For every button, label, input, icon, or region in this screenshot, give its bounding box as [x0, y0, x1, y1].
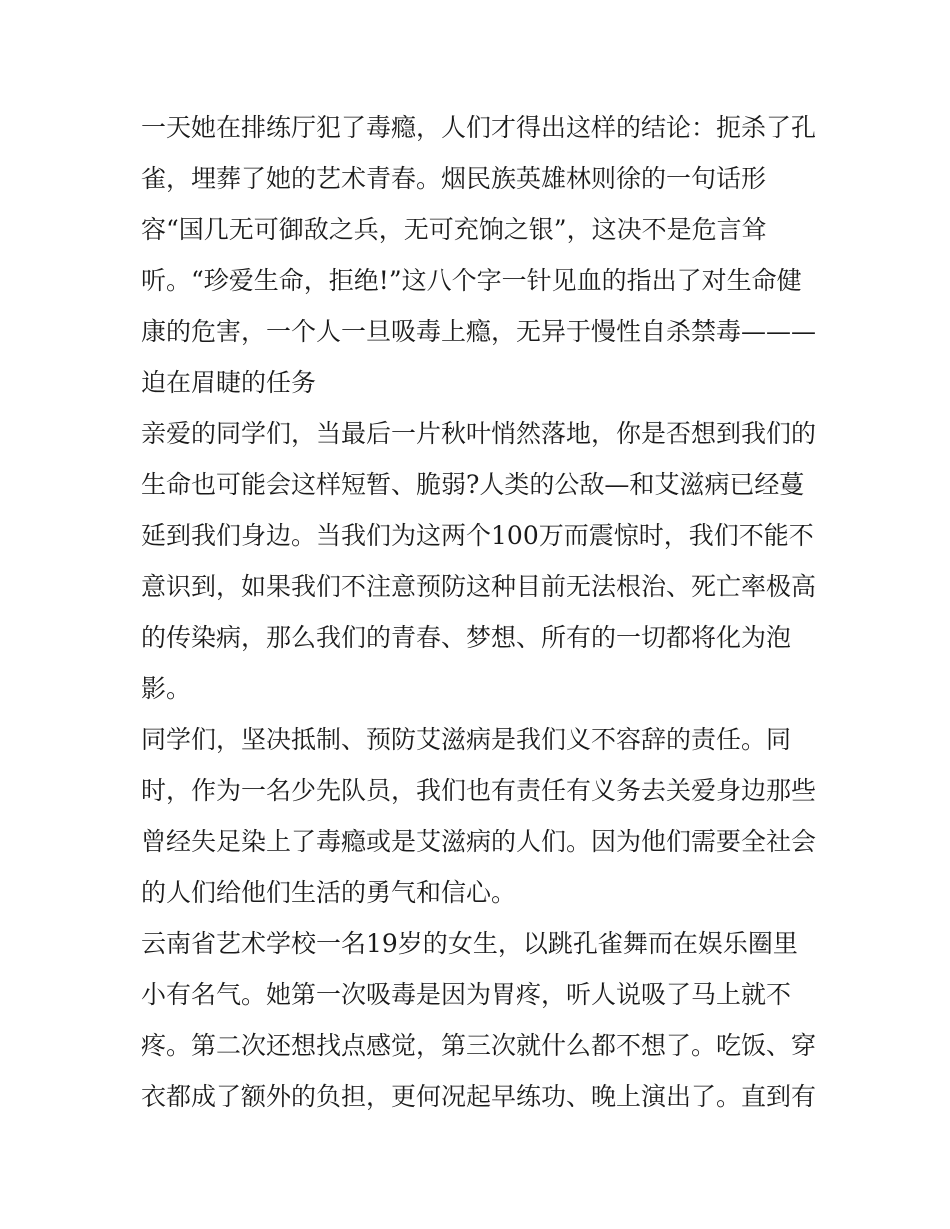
text-line: 疼。第二次还想找点感觉，第三次就什么都不想了。吃饭、穿: [141, 1031, 817, 1060]
paragraph-2: [141, 408, 821, 714]
document-body: [141, 102, 821, 1122]
text-line: 衣都成了额外的负担，更何况起早练功、晚上演出了。直到有: [141, 1082, 817, 1111]
text-line: 曾经失足染上了毒瘾或是艾滋病的人们。因为他们需要全社会: [141, 827, 817, 856]
paragraph-4: [141, 918, 821, 1122]
text-line: 听。“珍爱生命，拒绝!”这八个字一针见血的指出了对生命健: [141, 266, 802, 295]
text-line: 意识到，如果我们不注意预防这种目前无法根治、死亡率极高: [141, 572, 817, 601]
text-line: 生命也可能会这样短暂、脆弱?人类的公敌—和艾滋病已经蔓: [141, 470, 805, 499]
text-line: 雀，埋葬了她的艺术青春。烟民族英雄林则徐的一句话形: [141, 164, 767, 193]
text-line: 延到我们身边。当我们为这两个100万而震惊时，我们不能不: [141, 521, 814, 550]
text-line: 同学们，坚决抵制、预防艾滋病是我们义不容辞的责任。同: [141, 725, 792, 754]
text-line: 一天她在排练厅犯了毒瘾，人们才得出这样的结论：扼杀了孔: [141, 113, 817, 142]
paragraph-3: [141, 714, 821, 918]
text-line: 云南省艺术学校一名19岁的女生，以跳孔雀舞而在娱乐圈里: [141, 929, 798, 958]
text-line: 迫在眉睫的任务: [141, 368, 317, 397]
text-line: 亲爱的同学们，当最后一片秋叶悄然落地，你是否想到我们的: [141, 419, 817, 448]
text-line: 容“国几无可御敌之兵，无可充饷之银”，这决不是危言耸: [141, 215, 767, 244]
text-line: 小有名气。她第一次吸毒是因为胃疼，听人说吸了马上就不: [141, 980, 792, 1009]
text-line: 的人们给他们生活的勇气和信心。: [141, 878, 517, 907]
text-line: 康的危害，一个人一旦吸毒上瘾，无异于慢性自杀禁毒———: [141, 317, 817, 346]
text-line: 的传染病，那么我们的青春、梦想、所有的一切都将化为泡: [141, 623, 792, 652]
text-line: 时，作为一名少先队员，我们也有责任有义务去关爱身边那些: [141, 776, 817, 805]
text-line: 影。: [141, 674, 192, 703]
paragraph-1: [141, 102, 821, 408]
